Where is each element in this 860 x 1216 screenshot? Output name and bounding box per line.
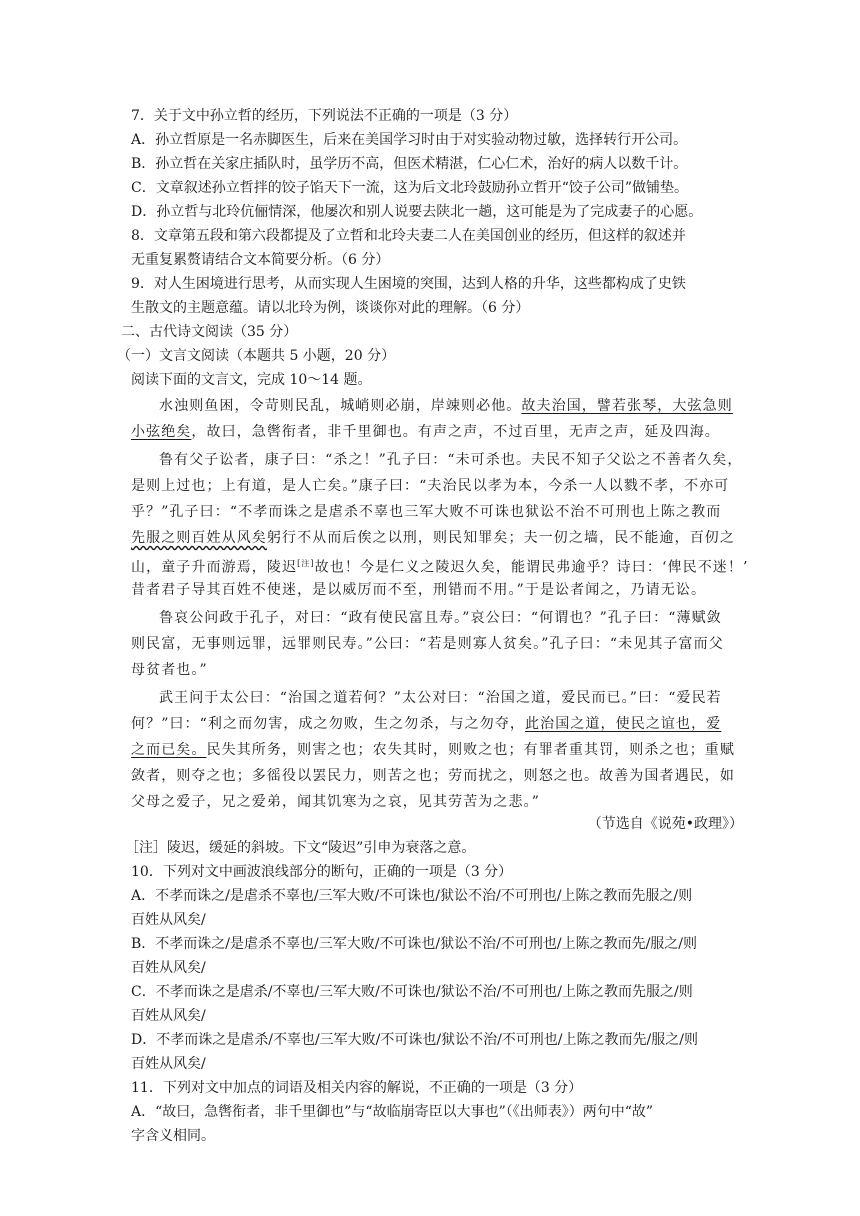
- passage-p4-line-5: 父母之爱子，兄之爱弟，闻其饥寒为之哀，见其劳苦为之悲。”: [131, 794, 540, 810]
- q10-stem: 10．下列对文中画波浪线部分的断句，正确的一项是（3 分）: [131, 864, 513, 880]
- passage-p4-line-1: 武王问于太公曰：“治国之道若何？”太公对曰：“治国之道，爱民而已。”曰：“爱民若: [159, 690, 722, 706]
- passage-p2-line-1: 鲁有父子讼者，康子曰：“杀之！”孔子曰：“未可杀也。夫民不知子父讼之不善者久矣，: [159, 452, 743, 468]
- passage-p3-line-1: 鲁哀公问政于孔子，对曰：“政有使民富且寿。”哀公曰：“何谓也？”孔子曰：“薄赋敛: [159, 610, 722, 626]
- reading-instruction: 阅读下面的文言文，完成 10～14 题。: [131, 372, 372, 388]
- q10-option-d-line-2: 百姓从风矣/: [131, 1056, 206, 1072]
- q7-option-a: A．孙立哲原是一名赤脚医生，后来在美国学习时由于对实验动物过敏，选择转行开公司。: [131, 132, 688, 148]
- section-heading: 二、古代诗文阅读（35 分）: [121, 324, 298, 340]
- q9-line-1: 9．对人生困境进行思考，从而实现人生困境的突围，达到人格的升华，这些都构成了史铁: [131, 276, 686, 292]
- q10-option-c-line-1: C．不孝而诛之是虐杀/不辜也/三军大败/不可诛也/狱讼不治/不可刑也/上陈之教而先服之/则: [131, 984, 693, 1000]
- note-marker: [注]: [297, 559, 315, 568]
- q11-option-a-line-1: A．“故曰，急辔衔者，非千里御也”与“故临崩寄臣以大事也”（《出师表》）两句中“故”: [131, 1104, 654, 1120]
- passage-p2-line-4: 先服之则百姓从风矣躬行不从而后俟之以刑，则民知罪矣；夫一仞之墙，民不能逾，百仞之: [131, 530, 736, 546]
- q8-line-1: 8．文章第五段和第六段都提及了立哲和北玲夫妻二人在美国创业的经历，但这样的叙述并: [131, 228, 686, 244]
- q10-option-b-line-2: 百姓从风矣/: [131, 960, 206, 976]
- q10-option-a-line-2: 百姓从风矣/: [131, 912, 206, 928]
- q7-option-d: D．孙立哲与北玲伉俪情深，他屡次和别人说要去陕北一趟，这可能是为了完成妻子的心愿。: [131, 204, 703, 220]
- q10-option-b-line-1: B．不孝而诛之/是虐杀不辜也/三军大败/不可诛也/狱讼不治/不可刑也/上陈之教而先/服之/则: [131, 936, 698, 952]
- q11-stem: 11．下列对文中加点的词语及相关内容的解说，不正确的一项是（3 分）: [131, 1080, 583, 1096]
- q10-option-a-line-1: A．不孝而诛之/是虐杀不辜也/三军大败/不可诛也/狱讼不治/不可刑也/上陈之教而先服之/则: [131, 888, 693, 904]
- passage-wavy-underline: 先服之则百姓从风矣: [131, 530, 267, 546]
- passage-p3-line-2: 则民富，无事则远罪，远罪则民寿。”公曰：“若是则寡人贫矣。”孔子曰：“未见其子富而父: [131, 636, 724, 652]
- passage-p1-line-1: 水浊则鱼困，令苛则民乱，城峭则必崩，岸竦则必他。故夫治国，譬若张琴，大弦急则: [159, 398, 733, 414]
- passage-p1-line-2: 小弦绝矣，故曰，急辔衔者，非千里御也。有声之声，不过百里，无声之声，延及四海。: [131, 424, 720, 440]
- passage-p2-line-2: 是则上过也；上有道，是人亡矣。”康子曰：“夫治民以孝为本，今杀一人以戮不孝，不亦可: [131, 478, 730, 494]
- q7-option-c: C．文章叙述孙立哲拌的饺子馅天下一流，这为后文北玲鼓励孙立哲开“饺子公司”做铺垫。: [131, 180, 689, 196]
- passage-p2-line-3: 乎？”孔子曰：“不孝而诛之是虐杀不辜也三军大败不可诛也狱讼不治不可刑也上陈之教而: [131, 504, 722, 520]
- passage-p2-line-5: 山，童子升而游焉，陵迟[注]故也！今是仁义之陵迟久矣，能谓民弗逾乎？诗曰：‘俾民不迷！’: [131, 559, 749, 576]
- passage-underline-1a: 故夫治国，譬若张琴，大弦急则: [521, 398, 733, 414]
- passage-p2-line-6: 昔者君子导其百姓不使迷，是以威厉而不至，刑错而不用。”于是讼者闻之，乃请无讼。: [131, 582, 707, 598]
- q7-stem: 7．关于文中孙立哲的经历，下列说法不正确的一项是（3 分）: [131, 108, 518, 124]
- subsection-heading: （一）文言文阅读（本题共 5 小题，20 分）: [117, 348, 396, 364]
- passage-underline-4b: 之而已矣。: [131, 742, 207, 758]
- q11-option-a-line-2: 字含义相同。: [131, 1128, 215, 1144]
- q8-line-2: 无重复累赘请结合文本简要分析。（6 分）: [131, 252, 390, 268]
- passage-underline-4a: 此治国之道，使民之谊也，爱: [525, 716, 722, 732]
- passage-p4-line-3: 之而已矣。民失其所务，则害之也；农失其时，则败之也；有罪者重其罚，则杀之也；重赋: [131, 742, 735, 758]
- q7-option-b: B．孙立哲在关家庄插队时，虽学历不高，但医术精湛，仁心仁术，治好的病人以数千计。: [131, 156, 688, 172]
- passage-underline-1b: 小弦绝矣: [131, 424, 192, 440]
- passage-source: （节选自《说苑•政理》）: [587, 816, 743, 832]
- passage-p3-line-3: 母贫者也。”: [131, 662, 208, 678]
- passage-p4-line-2: 何？”曰：“利之而勿害，成之勿败，生之勿杀，与之勿夺，此治国之道，使民之谊也，爱: [131, 716, 722, 732]
- q10-option-d-line-1: D．不孝而诛之是虐杀/不辜也/三军大败/不可诛也/狱讼不治/不可刑也/上陈之教而先/服之/则: [131, 1032, 698, 1048]
- passage-p4-line-4: 敛者，则夺之也；多徭役以罢民力，则苦之也；劳而扰之，则怒之也。故善为国者遇民，如: [131, 768, 735, 784]
- q9-line-2: 生散文的主题意蕴。请以北玲为例，谈谈你对此的理解。（6 分）: [131, 300, 530, 316]
- q10-option-c-line-2: 百姓从风矣/: [131, 1008, 206, 1024]
- passage-note: ［注］陵迟，缓延的斜坡。下文“陵迟”引申为衰落之意。: [125, 840, 476, 856]
